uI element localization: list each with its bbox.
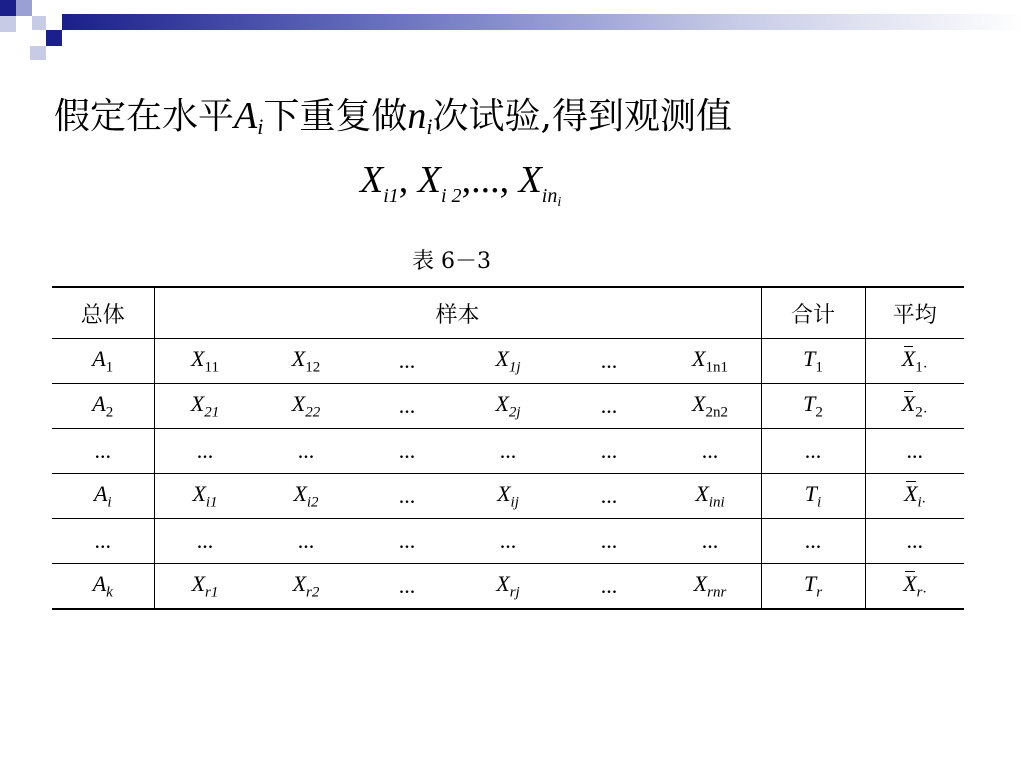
- header-row: [52, 287, 964, 339]
- cell-total: $T_r$: [761, 564, 865, 610]
- table-row: [52, 474, 964, 519]
- cell-population: $A_2$: [52, 384, 154, 429]
- header-mean: 平均: [865, 287, 964, 339]
- cell-ellipsis: ...: [865, 429, 964, 474]
- cell-total: $T_1$: [761, 339, 865, 384]
- table-row: [52, 384, 964, 429]
- header-total: 合计: [761, 287, 865, 339]
- cell-total: $T_i$: [761, 474, 865, 519]
- cell-ellipsis: ...: [52, 519, 154, 564]
- cell-sample: $X_{r1}$ $X_{r2}$ ... $X_{rj}$ ... $X_{rnr}$: [154, 564, 761, 610]
- cell-population: $A_i$: [52, 474, 154, 519]
- cell-mean: $X_{1\cdot}$: [865, 339, 964, 384]
- cell-mean: $X_{2\cdot}$: [865, 384, 964, 429]
- table-row: [52, 429, 964, 474]
- cell-sample: $X_{i1}$ $X_{i2}$ ... $X_{ij}$ ... $X_{ini}$: [154, 474, 761, 519]
- cell-ellipsis: ...: [52, 429, 154, 474]
- cell-ellipsis: ... ... ... ... ... ...: [154, 429, 761, 474]
- table-caption: 表 6－3: [412, 249, 491, 274]
- decorative-corner: [0, 0, 1024, 60]
- cell-ellipsis: ... ... ... ... ... ...: [154, 519, 761, 564]
- table-row: [52, 339, 964, 384]
- header-population: 总体: [52, 287, 154, 339]
- header-sample: 样本: [154, 287, 761, 339]
- cell-sample: $X_{11}$ $X_{12}$ ... $X_{1j}$ ... $X_{1n1}$: [154, 339, 761, 384]
- data-table: [52, 286, 964, 610]
- cell-mean: $X_{i\cdot}$: [865, 474, 964, 519]
- cell-sample: $X_{21}$ $X_{22}$ ... $X_{2j}$ ... $X_{2n2}$: [154, 384, 761, 429]
- table-row: [52, 564, 964, 610]
- cell-ellipsis: ...: [761, 429, 865, 474]
- cell-ellipsis: ...: [865, 519, 964, 564]
- table-row: [52, 519, 964, 564]
- cell-total: $T_2$: [761, 384, 865, 429]
- slide-title: 假定在水平$A_i$下重复做$n_i$次试验,得到观测值: [54, 95, 732, 139]
- gradient-bar: [62, 14, 1024, 30]
- cell-population: $A_k$: [52, 564, 154, 610]
- cell-ellipsis: ...: [761, 519, 865, 564]
- cell-mean: $X_{r\cdot}$: [865, 564, 964, 610]
- cell-population: $A_1$: [52, 339, 154, 384]
- observation-formula: $X_{i1}$, $X_{i 2}$,..., $X_{in_i}$: [360, 159, 562, 210]
